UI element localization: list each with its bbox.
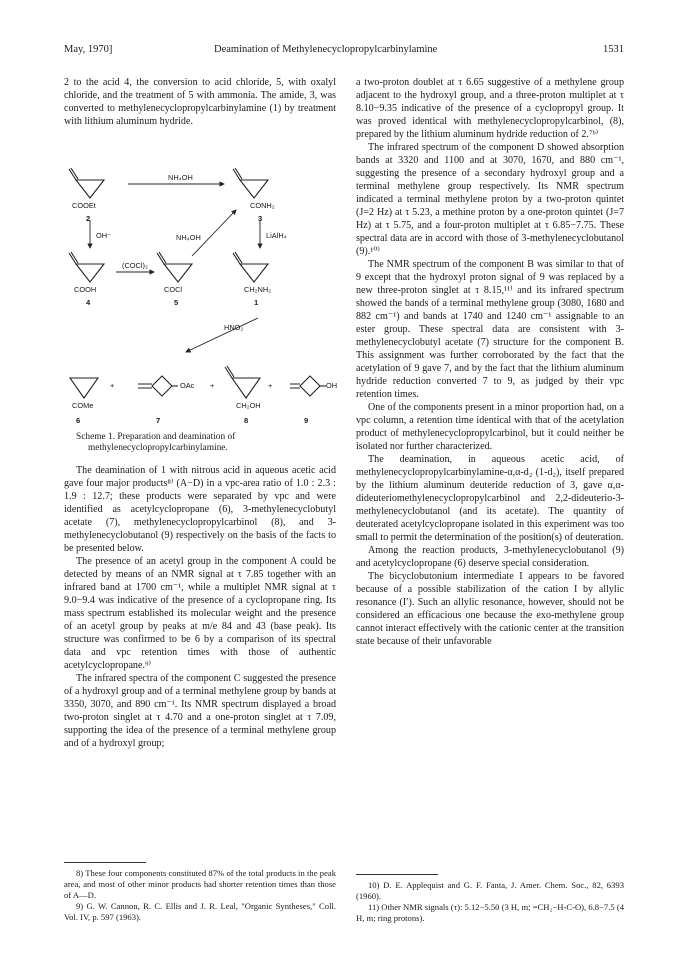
header-title: Deamination of Methylenecyclopropylcarbinylamine bbox=[214, 44, 438, 55]
compound-number-8: 8 bbox=[244, 416, 249, 425]
cyclobutane-ring-9 bbox=[300, 376, 320, 396]
left-column-top bbox=[64, 76, 336, 128]
paragraph: One of the components present in a minor proportion had, on a vpc column, a retention time identical with that of the acetylation product of methylenecyclopropylcarbinol, but it could neither be isolated nor further characterized. bbox=[356, 402, 624, 452]
label-cooh: COOH bbox=[74, 285, 97, 294]
methylene-1 bbox=[233, 252, 242, 264]
footnote-9: 9) G. W. Cannon, R. C. Ellis and J. R. Leal, "Organic Syntheses," Coll. Vol. IV, p. 597 (1963). bbox=[64, 901, 336, 922]
caption-line-2: methylenecyclopropylcarbinylamine. bbox=[88, 443, 228, 453]
cyclopropane-ring-4 bbox=[76, 264, 104, 282]
compound-number-4: 4 bbox=[86, 298, 91, 307]
methylene-3 bbox=[233, 168, 242, 180]
reagent-hno2: HNO₂ bbox=[224, 323, 244, 332]
compound-number-7: 7 bbox=[156, 416, 161, 425]
reagent-nh4oh-top: NH₄OH bbox=[168, 173, 193, 182]
reagent-nh4oh-diag: NH₄OH bbox=[176, 233, 201, 242]
reagent-hydroxide: OH⁻ bbox=[96, 231, 111, 240]
compound-number-9: 9 bbox=[304, 416, 309, 425]
paragraph: The bicyclobutonium intermediate I appears to be favored because of a possible stabilization of the cation I by allylic resonance (I′). Such an allylic resonance, however, should not be considered an efficacious one because the exo-methylene group cannot interact effectively with the cationic center at the transition state because of their unfavorable bbox=[356, 571, 624, 647]
arrow-1-to-products bbox=[186, 318, 258, 352]
methylene-4 bbox=[69, 252, 78, 264]
label-ch2nh2: CH₂NH₂ bbox=[244, 285, 272, 294]
paragraph: The infrared spectra of the component C suggested the presence of a hydroxyl group and of a terminal methylene group by bands at 3350, 3070, and 890 cm⁻¹. Its NMR spectrum displayed a broad two-proton singlet at τ 4.70 and a one-proton singlet at τ 7.09, supporting the idea of the presence of a terminal methylene group and of a hydroxyl group; bbox=[64, 673, 336, 749]
caption-line-1: Scheme 1. Preparation and deamination of bbox=[76, 432, 236, 442]
footnote-rule-right bbox=[356, 874, 438, 875]
label-cocl: COCl bbox=[164, 285, 183, 294]
right-column bbox=[356, 76, 624, 648]
methylene-2 bbox=[69, 168, 78, 180]
header-page-number: 1531 bbox=[603, 44, 624, 55]
footnotes-right bbox=[356, 880, 624, 924]
cyclopropane-ring-2 bbox=[76, 180, 104, 198]
paragraph: The deamination, in aqueous acetic acid, of methylenecyclopropylcarbinylamine-α,α-d₂ (1-d₂), itself prepared by the lithium aluminum deuteride reduction of 3, gave α,α-dideuteriomethylenecyclopropylcarbinol and 2,2-dideuterio-3-methylenecyclobutanol (and its acetate). The quantity of deuterated acetylcyclopropane isolated in this experiment was too small to permit the determination of the position(s) of deuteration. bbox=[356, 454, 624, 543]
left-column-bottom bbox=[64, 464, 336, 750]
footnote-rule-left bbox=[64, 862, 146, 863]
compound-number-1: 1 bbox=[254, 298, 259, 307]
reaction-scheme bbox=[64, 152, 336, 424]
cyclopropane-ring-5 bbox=[164, 264, 192, 282]
label-conh2: CONH₂ bbox=[250, 201, 275, 210]
scheme-drawing bbox=[64, 152, 336, 424]
header-date: May, 1970] bbox=[64, 44, 113, 55]
footnote-11: 11) Other NMR signals (τ): 5.12−5.50 (3 H, m; =CH₂−H-C-O), 6.8−7.5 (4 H, m; ring protons). bbox=[356, 902, 624, 923]
footnote-8: 8) These four components constituted 87% of the total products in the peak area, and most of other minor products had shorter retention times than those of A—D. bbox=[64, 868, 336, 900]
methylene-5 bbox=[157, 252, 166, 264]
methylene-8 bbox=[225, 366, 234, 378]
methylene-7 bbox=[138, 384, 152, 388]
paragraph: a two-proton doublet at τ 6.65 suggestive of a methylene group adjacent to the hydroxyl group, and a three-proton multiplet at τ 8.10−9.35 indicative of the presence of a cyclopropyl group. It was proved identical with methylenecyclopropylcarbinol, (8), prepared by the lithium aluminum hydride reduction of 2.⁷ᵇ⁾ bbox=[356, 77, 624, 140]
plus-sign: + bbox=[110, 381, 115, 390]
paragraph: Among the reaction products, 3-methylenecyclobutanol (9) and acetylcyclopropane (6) deserve special consideration. bbox=[356, 545, 624, 569]
label-come: COMe bbox=[72, 401, 94, 410]
plus-sign: + bbox=[210, 381, 215, 390]
reagent-lialh4: LiAlH₄ bbox=[266, 231, 287, 240]
label-cooet: COOEt bbox=[72, 201, 96, 210]
paragraph: The deamination of 1 with nitrous acid in aqueous acetic acid gave four major products⁸⁾ (A−D) in a vpc-area ratio of 1.0 : 2.3 : 1.9 : 12.7; these products were separated by vpc and were identified as acetylcyclopropane (6), 3-methylenecyclobutyl acetate (7), methylenecyclopropylcarbinol (8), and 3-methylenecyclobutanol (9) respectively on the basis of the facts to be presented below. bbox=[64, 465, 336, 554]
plus-sign: + bbox=[268, 381, 273, 390]
cyclobutane-ring-7 bbox=[152, 376, 172, 396]
reagent-oxalyl-chloride: (COCl)₂ bbox=[122, 261, 148, 270]
paragraph: The presence of an acetyl group in the component A could be detected by means of an NMR signal at τ 7.85 together with an infrared band at 1700 cm⁻¹, while a multiplet NMR signal at τ 9.0−9.4 was indicative of the presence of a cyclopropane ring. Its mass spectrum established its molecular weight and the presence of an acetyl group by peaks at m/e 84 and 43 (base peak). Its structure was confirmed to be 6 by a comparison of its spectral data and vpc retention times with those of authentic acetylcyclopropane.⁹⁾ bbox=[64, 556, 336, 671]
cyclopropane-ring-6 bbox=[70, 378, 98, 398]
cyclopropane-ring-8 bbox=[232, 378, 260, 398]
label-oh: OH bbox=[326, 381, 338, 390]
compound-number-2: 2 bbox=[86, 214, 91, 223]
label-oac: OAc bbox=[180, 381, 195, 390]
footnotes-left bbox=[64, 868, 336, 923]
footnote-10: 10) D. E. Applequist and G. F. Fanta, J. Amer. Chem. Soc., 82, 6393 (1960). bbox=[356, 880, 624, 901]
compound-number-3: 3 bbox=[258, 214, 263, 223]
methylene-9 bbox=[290, 384, 300, 388]
paragraph: 2 to the acid 4, the conversion to acid chloride, 5, with oxalyl chloride, and the treatment of 5 with ammonia. The amide, 3, was converted to methylenecyclopropylcarbinylamine (1) by treatment with lithium aluminum hydride. bbox=[64, 77, 336, 127]
compound-number-5: 5 bbox=[174, 298, 179, 307]
compound-number-6: 6 bbox=[76, 416, 81, 425]
paragraph: The infrared spectrum of the component D showed absorption bands at 3320 and 1100 and at 3070, 1670, and 880 cm⁻¹, suggesting the presence of a secondary hydroxyl group and a terminal methylene group respectively. Its NMR spectrum indicated a terminal methylene proton by a two-proton quintet (J=2 Hz) at τ 5.23, a methine proton by a one-proton quintet (J=7 Hz) at τ 5.75, and a four-proton multiplet at τ 6.85−7.75. These spectral data are in accord with those of 3-methylenecyclobutanol (9).¹⁰⁾ bbox=[356, 142, 624, 257]
cyclopropane-ring-1 bbox=[240, 264, 268, 282]
scheme-caption bbox=[76, 432, 332, 454]
label-ch2oh: CH₂OH bbox=[236, 401, 261, 410]
cyclopropane-ring-3 bbox=[240, 180, 268, 198]
paragraph: The NMR spectrum of the component B was similar to that of 9 except that the hydroxyl proton signal of 9 was replaced by a new three-proton singlet at τ 8.15,¹¹⁾ and its infrared spectrum showed the bands of a terminal methylene group (3080, 1680 and 882 cm⁻¹) and bands at 1740 and 1240 cm⁻¹ assignable to an ester group. These spectral data are consistent with 3-methylenecyclobutyl acetate (7) structure for the component B. This assignment was further corroborated by the fact that the acetylation of 9 gave 7, and by the fact that the lithium aluminum hydride reduction converted 7 to 9, as judged by their vpc retention times. bbox=[356, 259, 624, 400]
